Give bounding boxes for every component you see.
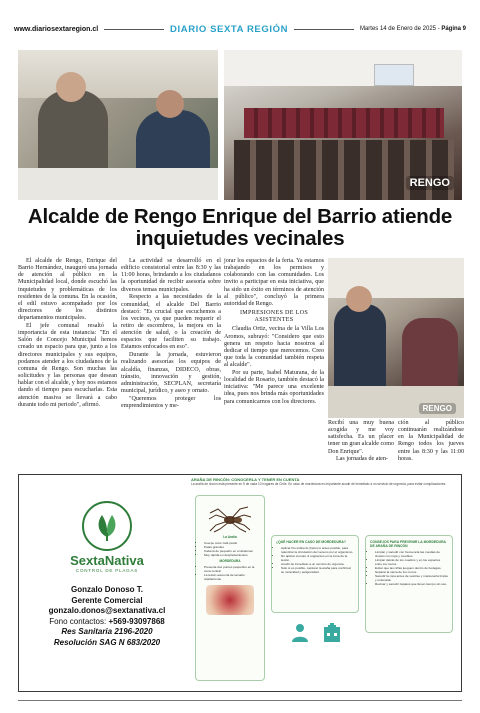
bite-traits-list bbox=[199, 565, 261, 581]
paragraph: Durante la jornada, estuvieron realizando asesorías los equipos de alcaldía, finanzas, DIDECO, obras, tránsito, innovación y gestión, administración, SECPLAN, secretaría municipal, jurídico, y aseo y ornato. bbox=[121, 352, 221, 394]
sextanativa-advertisement bbox=[18, 474, 462, 692]
photo-mayor-figure bbox=[334, 304, 386, 394]
paragraph: ción al público continuarán realizándose en la Municipalidad de Rengo todos los jueves entre las 8:30 y las 11:00 horas. bbox=[398, 420, 464, 462]
sextanativa-logo-icon bbox=[82, 501, 132, 551]
list-item: • Presenta dos puntos pequeños en la zona central bbox=[204, 565, 261, 573]
header-rule-right bbox=[294, 29, 354, 30]
phone-number[interactable]: +569-93097868 bbox=[108, 616, 165, 626]
info-title: ARAÑA DE RINCÓN: CONOCERLA Y TENER EN CUENTA bbox=[191, 477, 300, 482]
masthead: DIARIO SEXTA REGIÓN bbox=[170, 23, 289, 35]
photo-attendee-figure bbox=[402, 318, 458, 388]
list-item: • Limpiar y sacudir con frecuencia las mesitas de closets con ropa y muebles. bbox=[375, 550, 448, 558]
what-to-do-box bbox=[271, 535, 359, 613]
article-column-1 bbox=[18, 258, 117, 409]
contact-block bbox=[27, 585, 187, 648]
rengo-logo-small: RENGO bbox=[419, 403, 456, 414]
footer-rule bbox=[18, 700, 462, 701]
what-to-do-heading: ¿QUÉ HACER EN CASO DE MORDEDURA? bbox=[276, 540, 346, 544]
photo-audience-rows bbox=[244, 108, 444, 138]
spider-icon bbox=[208, 505, 252, 533]
article-column-5 bbox=[398, 420, 464, 464]
list-item: • Revisar y sacudir zapatos que lleven tiempo sin uso. bbox=[375, 582, 448, 586]
spider-description-box bbox=[195, 495, 265, 681]
page-number: Página 9 bbox=[441, 26, 467, 32]
subheading-impressions: IMPRESIONES DE LOS ASISTENTES bbox=[239, 310, 309, 324]
sag-resolution: Resolución SAG N 683/2020 bbox=[53, 637, 161, 647]
paragraph: Claudia Ortiz, vecina de la Villa Los Aromos, subrayó: "Considero que esto genera un respeto hacia nosotros al dedicar el tiempo que merecemos. Creo que toda la comunidad también respeta al alcalde". bbox=[224, 326, 324, 369]
contact-name: Gonzalo Donoso T. bbox=[71, 585, 143, 594]
photo-person-left-head bbox=[56, 72, 86, 102]
photo-mayor-head bbox=[346, 286, 372, 312]
paragraph: jorar los espacios de la feria. Ya estamos trabajando en los permisos y colaborando con las comunidades. Los invito a participar en esta iniciativa, que ha sido un éxito en términos de atención al público", concluyó la primera autoridad de Rengo. bbox=[224, 258, 324, 307]
dateline bbox=[360, 26, 466, 32]
photo-officials-table bbox=[328, 258, 464, 418]
photo-ceiling bbox=[224, 50, 462, 86]
paragraph: "Queremos proteger los emprendimientos y me- bbox=[121, 395, 221, 409]
what-to-do-list bbox=[276, 546, 354, 574]
photo-desk bbox=[18, 168, 218, 200]
paragraph: Respecto a las necesidades de la comunidad, el alcalde Del Barrio destacó: "Es crucial que escuchemos a los vecinos, ya que pueden requerir el retiro de escombros, la mejora en la atención de salud, o la creación de espacios que faciliten su trabajo. Estamos enfocados en eso". bbox=[121, 294, 221, 351]
photo-mayor-attending bbox=[18, 50, 218, 200]
list-item: • Sacudir la ropa antes de vestirse y mantenerla limpia y ordenada. bbox=[375, 574, 448, 582]
prevention-tips-box bbox=[365, 535, 453, 633]
contact-role: Gerente Comercial bbox=[71, 595, 143, 605]
paragraph: La actividad se desarrolló en el edificio consistorial entre las 8:30 y las 11:00 horas, brindando a los ciudadanos la oportunidad de recibir asesoría sobre diversos temas municipales. bbox=[121, 258, 221, 293]
photo-council-hall bbox=[224, 50, 462, 200]
photo-person-left bbox=[38, 90, 108, 180]
photo-background-wall bbox=[18, 50, 218, 98]
leaf-icon bbox=[84, 503, 130, 549]
spider-label: La Araña bbox=[223, 535, 237, 539]
info-description: La araña de rincón está presente en 9 de cada 10 hogares de Chile. En caso de mordedura es importante acudir de inmediato a un servicio de urgencia, para evitar complicaciones. bbox=[191, 482, 447, 486]
list-item: • Evitar que las niñas jueguen dentro de bodegas. bbox=[375, 566, 448, 570]
date-text: Martes 14 de Enero de 2025 - bbox=[359, 26, 442, 32]
paragraph: Por su parte, Isabel Maturana, de la localidad de Rosario, también destacó la iniciativa: "Me parece una excelente idea, pues nos brinda más oportunidades para comunicarnos con los directores. bbox=[224, 369, 324, 405]
list-item: • Separar la cama de los muros. bbox=[375, 570, 448, 574]
list-item: • No aplicar cremas ni ungüentos en la zona de la lesión. bbox=[281, 554, 354, 562]
list-item: • Limpiar detrás de los cuadros y en los espacios entre los muros. bbox=[375, 558, 448, 566]
paragraph: El alcalde de Rengo, Enrique del Barrio Hernández, inauguró una jornada de atención al público en la Municipalidad local, donde escuchó las inquietudes y problemáticas de los residentes de la comuna. En la ocasión, el edil estuvo acompañado por los directores de los distintos departamentos municipales. bbox=[18, 258, 117, 322]
list-item: • Aplicar frío indirecto (hielo) lo antes posible, para ralentizar la circulación del veneno por el organismo. bbox=[281, 546, 354, 554]
rengo-logo: RENGO bbox=[406, 176, 454, 190]
contact-email[interactable]: gonzalo.donos@sextanativa.cl bbox=[48, 606, 166, 615]
sanitary-resolution: Res Sanitaria 2196-2020 bbox=[61, 627, 153, 636]
page-header bbox=[14, 22, 466, 36]
list-item: • Patas grandes bbox=[204, 545, 261, 549]
list-item: • Acudir de inmediato a un servicio de urgencia. bbox=[281, 562, 354, 566]
list-item: • Sólo si es posible, capturar la araña para confirmar su veracidad y peligrosidad. bbox=[281, 566, 354, 574]
article-column-3 bbox=[224, 258, 324, 406]
paragraph: Recibí una muy buena acogida y me voy satisfecha. Es un placer tener un gran alcalde como Don Enrique". bbox=[328, 420, 394, 455]
article-column-2 bbox=[121, 258, 221, 411]
doctor-icon bbox=[289, 621, 311, 643]
photo-audience-front bbox=[234, 140, 454, 200]
list-item: • La lesión aumenta de tamaño rápidamente bbox=[204, 573, 261, 581]
medical-icons bbox=[281, 621, 351, 651]
contact-phone-line bbox=[27, 617, 187, 628]
prevention-heading: CONSEJOS PARA PREVENIR LA MORDEDURA DE ARAÑA DE RINCÓN bbox=[370, 540, 446, 548]
ad-contact-panel bbox=[27, 489, 187, 685]
list-item: • Muy rápida en desplazamientos bbox=[204, 553, 261, 557]
photo-person-right-head bbox=[156, 90, 184, 118]
bite-wound-image bbox=[206, 585, 254, 615]
bite-label: MORDEDURA bbox=[219, 559, 241, 563]
list-item: • Cabeza de pequeño en el abdomen bbox=[204, 549, 261, 553]
site-url[interactable]: www.diariosextaregion.cl bbox=[14, 25, 99, 33]
phone-label: Fono contactos: bbox=[49, 616, 109, 626]
list-item: • Cuerpo color café pardo bbox=[204, 541, 261, 545]
article-column-4 bbox=[328, 420, 394, 464]
paragraph: Las jornadas de aten- bbox=[336, 456, 388, 463]
header-rule-left bbox=[104, 29, 164, 30]
brand-name: SextaNativa bbox=[70, 553, 144, 568]
prevention-list bbox=[370, 550, 448, 586]
paragraph: El jefe comunal resaltó la importancia de esta instancia: "En el Salón de Concejo Municipal hemos creado un espacio para que, junto a los directores municipales y sus equipos, podamos atender a los ciudadanos de la comuna de Rengo. Son muchas las solicitudes y las personas que desean hablar con el alcalde, y hoy nos estamos dando el tiempo para escucharlas. Esta atención masiva se llevará a cabo durante todo mi periodo", afirmó. bbox=[18, 323, 117, 408]
brand-subtitle: CONTROL DE PLAGAS bbox=[75, 568, 139, 573]
hospital-icon bbox=[321, 621, 343, 643]
article-headline: Alcalde de Rengo Enrique del Barrio atiende inquietudes vecinales bbox=[27, 205, 453, 250]
spider-info-panel bbox=[191, 477, 457, 687]
photo-screen bbox=[374, 64, 414, 86]
spider-traits-list bbox=[199, 541, 261, 557]
